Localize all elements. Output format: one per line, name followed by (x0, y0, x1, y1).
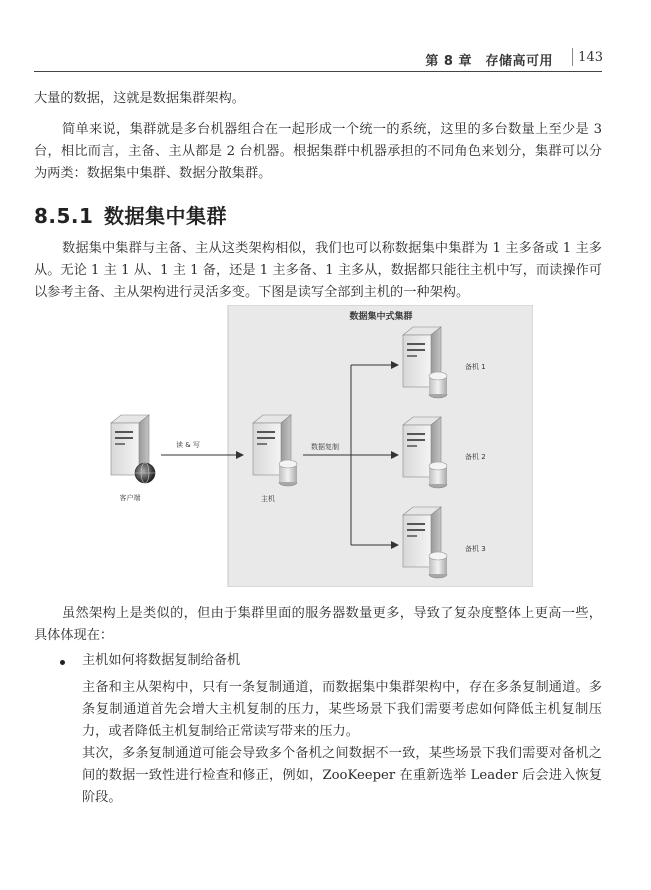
paragraph-centralized-cluster: 数据集中集群与主备、主从这类架构相似，我们也可以称数据集中集群为 1 主多备或 1 主多从。无论 1 主 1 从、1 主 1 备，还是 1 主多备、1 主多从，数据都只能往主机中写，而读操作可以参考主备、主从架构进行灵活多变。下图是读写全部到主机的一种架构。 (34, 241, 602, 300)
backup-label-2: 备机 2 (465, 453, 486, 461)
read-write-label: 读 & 写 (176, 441, 200, 449)
bullet-paragraph-1: 主备和主从架构中，只有一条复制通道，而数据集中集群架构中，存在多条复制通道。多条复制通道首先会增大主机复制的压力，某些场景下我们需要考虑如何降低主机复制压力，或者降低主机复制给正常读写带来的压力。 (82, 680, 602, 739)
page-number: 143 (578, 50, 603, 65)
chapter-title: 第 8 章 存储高可用 (425, 54, 553, 69)
centralized-cluster-diagram (103, 305, 533, 587)
paragraph-complexity: 虽然架构上是类似的，但由于集群里面的服务器数量更多，导致了复杂度整体上更高一些，具体体现在： (34, 606, 602, 643)
bullet-title: 主机如何将数据复制给备机 (82, 653, 241, 668)
section-number: 8.5.1 (34, 204, 94, 228)
header-separator (572, 48, 573, 66)
client-label: 客户端 (119, 494, 141, 502)
backup-label-3: 备机 3 (465, 545, 486, 553)
replication-label: 数据复制 (311, 443, 339, 451)
page-header (0, 0, 651, 75)
diagram-title: 数据集中式集群 (349, 312, 413, 322)
section-heading (34, 200, 227, 229)
master-label: 主机 (261, 495, 275, 503)
client-server-icon (111, 415, 155, 483)
paragraph-cluster-definition: 简单来说，集群就是多台机器组合在一起形成一个统一的系统，这里的多台数量上至少是 3 台，相比而言，主备、主从都是 2 台机器。根据集群中机器承担的不同角色来划分，集群可以分为两类：数据集中集群、数据分散集群。 (34, 122, 602, 181)
bullet-paragraph-2: 其次，多条复制通道可能会导致多个备机之间数据不一致，某些场景下我们需要对备机之间的数据一致性进行检查和修正，例如，ZooKeeper 在重新选举 Leader 后会进入恢复阶段。 (82, 746, 602, 805)
header-rule (34, 71, 602, 72)
backup-label-1: 备机 1 (465, 363, 486, 371)
section-title-text: 数据集中集群 (104, 204, 227, 228)
paragraph-continuation: 大量的数据，这就是数据集群架构。 (34, 91, 245, 106)
bullet-dot (60, 660, 65, 665)
